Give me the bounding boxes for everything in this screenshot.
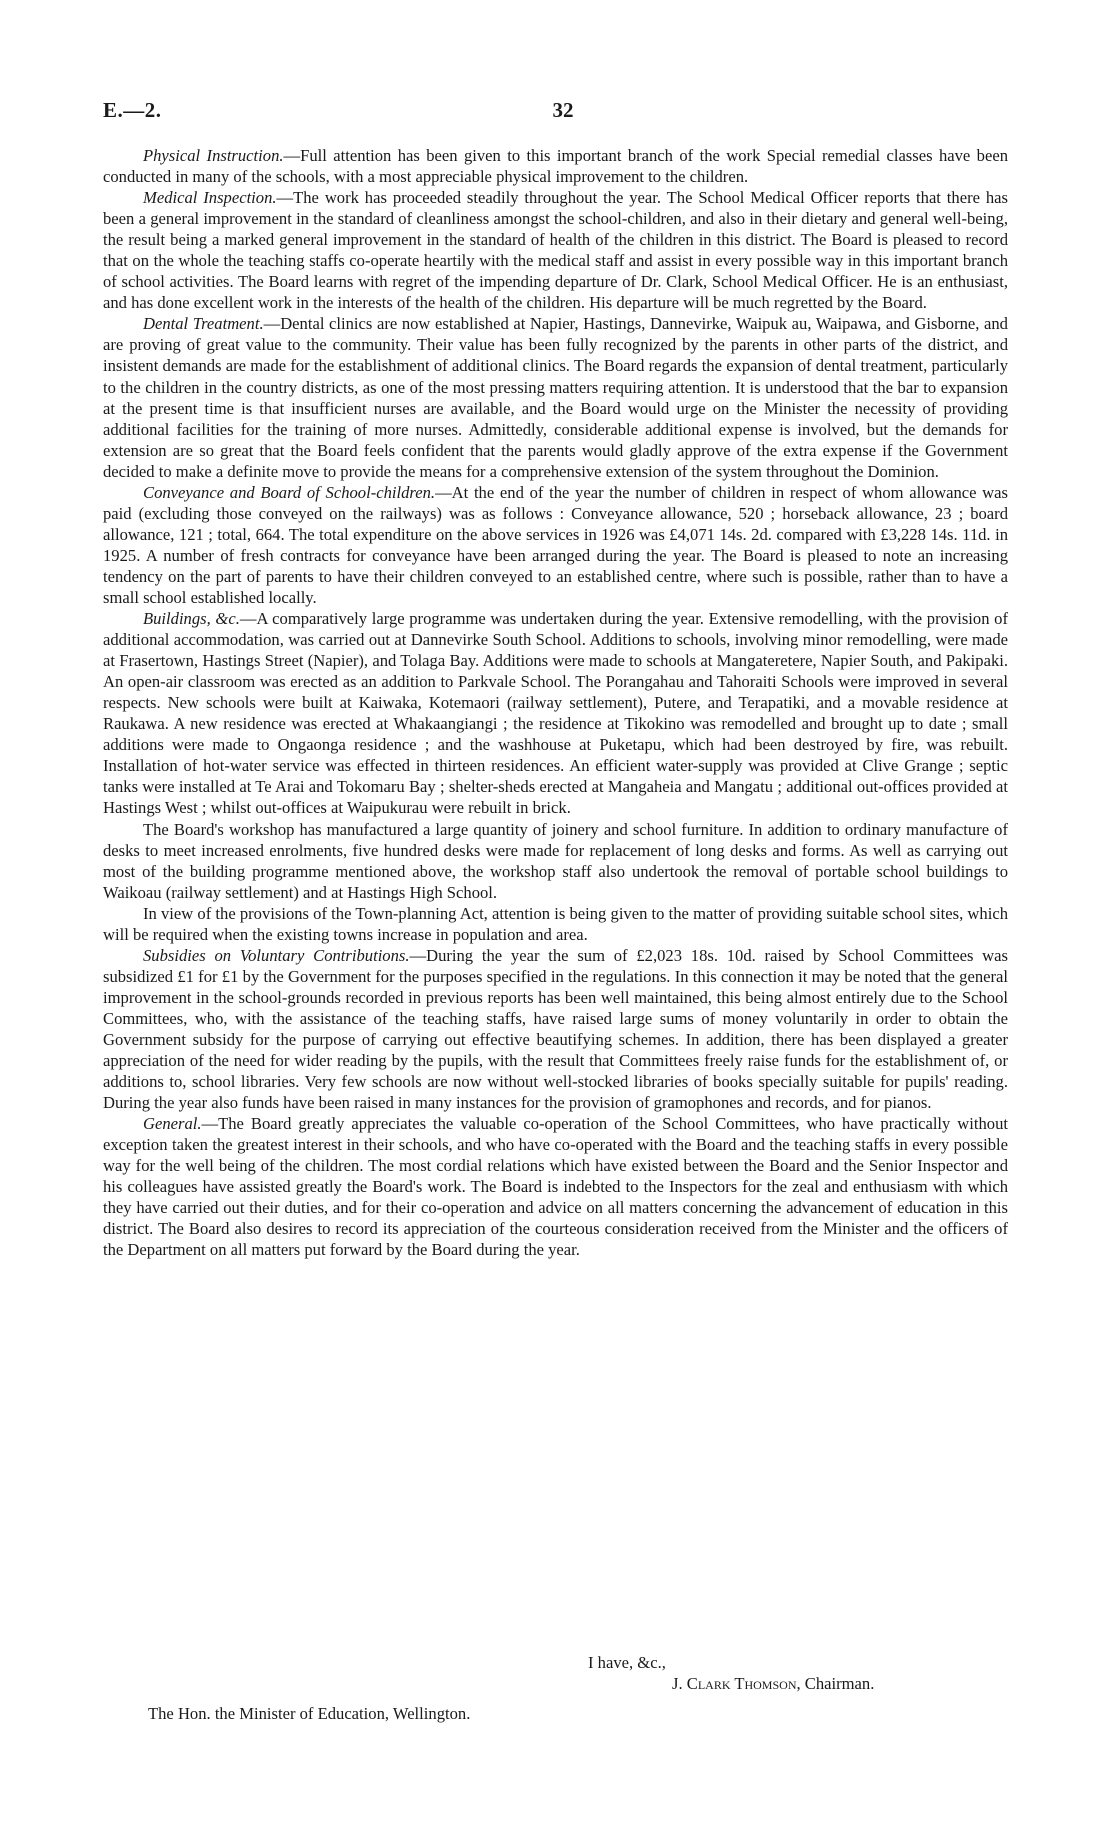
paragraph-dental-treatment [103,313,1008,481]
addressee-line: The Hon. the Minister of Education, Wellington. [148,1704,471,1723]
closing-salutation: I have, &c., [588,1653,666,1672]
page-number: 32 [552,98,574,122]
paragraph-subsidies [103,945,1008,1113]
series-code: E.—2. [103,98,162,122]
signatory-name: J. Clark Thomson [672,1674,797,1693]
paragraph-text: —The work has proceeded steadily throughout the year. The School Medical Officer reports that there has been a general improvement in the standard of cleanliness amongst the school-children, and also in their dietary and general well-being, the result being a marked general improvement in the standard of health of the children in this district. The Board is pleased to record that on the whole the teaching staffs co-operate heartily with the medical staff and assist in every possible way in this important branch of school activities. The Board learns with regret of the impending departure of Dr. Clark, School Medical Officer. He is an enthusiast, and has done excellent work in the interests of the health of the children. His departure will be much regretted by the Board. [103,188,1008,313]
section-heading: General. [143,1114,202,1134]
running-head [103,98,1008,128]
section-heading: Medical Inspection. [143,188,277,208]
paragraph-workshop [103,819,1008,903]
paragraph-text: —At the end of the year the number of children in respect of whom allowance was paid (excluding those conveyed on the railways) was as follows : Conveyance allowance, 520 ; horseback allowance, 23 ; board allowance, 121 ; total, 664. The total expenditure on the above services in 1926 was £4,071 14s. 2d. compared with £3,228 14s. 11d. in 1925. A number of fresh contracts for conveyance have been arranged during the year. The Board is pleased to note an increasing tendency on the part of parents to have their children conveyed to an established centre, where such is possible, rather than to have a small school established locally. [103,482,1008,607]
paragraph-text: —Full attention has been given to this important branch of the work Special remedial classes have been conducted in many of the schools, with a most appreciable physical improvement to the children. [103,146,1008,187]
paragraph-text: —A comparatively large programme was undertaken during the year. Extensive remodelling, with the provision of additional accommodation, was carried out at Dannevirke South School. Additions to schools, involving minor remodelling, were made at Frasertown, Hastings Street (Napier), and Tolaga Bay. Additions were made to schools at Mangateretere, Napier South, and Pakipaki. An open-air classroom was erected as an addition to Parkvale School. The Porangahau and Tahoraiti Schools were improved in several respects. New schools were built at Kaiwaka, Kotemaori (railway settlement), Putere, and Terapatiki, and a movable residence at Raukawa. A new residence was erected at Whakaangiangi ; the residence at Tikokino was remodelled and brought up to date ; small additions were made to Ongaonga residence ; and the washhouse at Puketapu, which had been destroyed by fire, was rebuilt. Installation of hot-water service was effected in thirteen residences. An efficient water-supply was provided at Clive Grange ; septic tanks were installed at Te Arai and Tokomaru Bay ; shelter-sheds erected at Mangaheia and Mangatu ; additional out-offices provided at Hastings West ; whilst out-offices at Waipukurau were rebuilt in brick. [103,609,1008,818]
paragraph-text: The Board's workshop has manufactured a large quantity of joinery and school furniture. In addition to ordinary manufacture of desks to meet increased enrolments, five hundred desks were made for replacement of long desks and forms. As well as carrying out most of the building programme mentioned above, the workshop staff also undertook the removal of portable school buildings to Waikoau (railway settlement) and at Hastings High School. [103,819,1008,902]
report-body [103,145,1008,1260]
paragraph-text: —Dental clinics are now established at Napier, Hastings, Dannevirke, Waipuk au, Waipawa, and Gisborne, and are proving of great value to the community. Their value has been fully recognized by the parents in other parts of the district, and insistent demands are made for the establishment of additional clinics. The Board regards the expansion of dental treatment, particularly to the children in the country districts, as one of the most pressing matters requiring attention. It is understood that the bar to expansion at the present time is that insufficient nurses are available, and the Board would urge on the Minister the necessity of providing additional facilities for the training of more nurses. Admittedly, considerable additional expense is involved, but the demands for extension are so great that the Board feels confident that the parents would gladly approve of the extra expense if the Government decided to make a definite move to provide the means for a comprehensive extension of the system throughout the Dominion. [103,314,1008,481]
section-heading: Subsidies on Voluntary Contributions. [143,945,410,965]
paragraph-conveyance [103,482,1008,608]
signature-line [672,1673,874,1694]
paragraph-town-planning [103,903,1008,945]
section-heading: Dental Treatment. [143,314,264,334]
paragraph-text: —During the year the sum of £2,023 18s. 10d. raised by School Committees was subsidized £1 for £1 by the Government for the purposes specified in the regulations. In this connection it may be noted that the general improvement in the school-grounds recorded in previous reports has been well maintained, this being almost entirely due to the School Committees, who, with the assistance of the teaching staffs, have raised large sums of money voluntarily in order to obtain the Government subsidy for the purpose of carrying out effective beautifying schemes. In addition, there has been displayed a greater appreciation of the need for wider reading by the pupils, with the result that Committees freely raise funds for the establishment of, or additions to, school libraries. Very few schools are now without well-stocked libraries of books specially suitable for pupils' reading. During the year also funds have been raised in many instances for the provision of gramophones and records, and for pianos. [103,945,1008,1113]
section-heading: Conveyance and Board of School-children. [143,482,436,502]
paragraph-general [103,1113,1008,1260]
signatory-title: , Chairman. [796,1674,875,1693]
paragraph-medical-inspection [103,187,1008,313]
paragraph-physical-instruction [103,145,1008,187]
section-heading: Buildings, &c. [143,609,240,629]
paragraph-buildings [103,608,1008,818]
paragraph-text: In view of the provisions of the Town-planning Act, attention is being given to the matter of providing suitable school sites, which will be required when the existing towns increase in population and area. [103,903,1008,944]
section-heading: Physical Instruction. [143,146,284,165]
paragraph-text: —The Board greatly appreciates the valuable co-operation of the School Committees, who have practically without exception taken the greatest interest in their schools, and who have co-operated with the Board and the teaching staffs in every possible way for the well being of the children. The most cordial relations which have existed between the Board and the Senior Inspector and his colleagues have assisted greatly the Board's work. The Board is indebted to the Inspectors for the zeal and enthusiasm with which they have carried out their duties, and for their co-operation and advice on all matters concerning the advancement of education in this district. The Board also desires to record its appreciation of the courteous consideration received from the Minister and the officers of the Department on all matters put forward by the Board during the year. [103,1114,1008,1260]
